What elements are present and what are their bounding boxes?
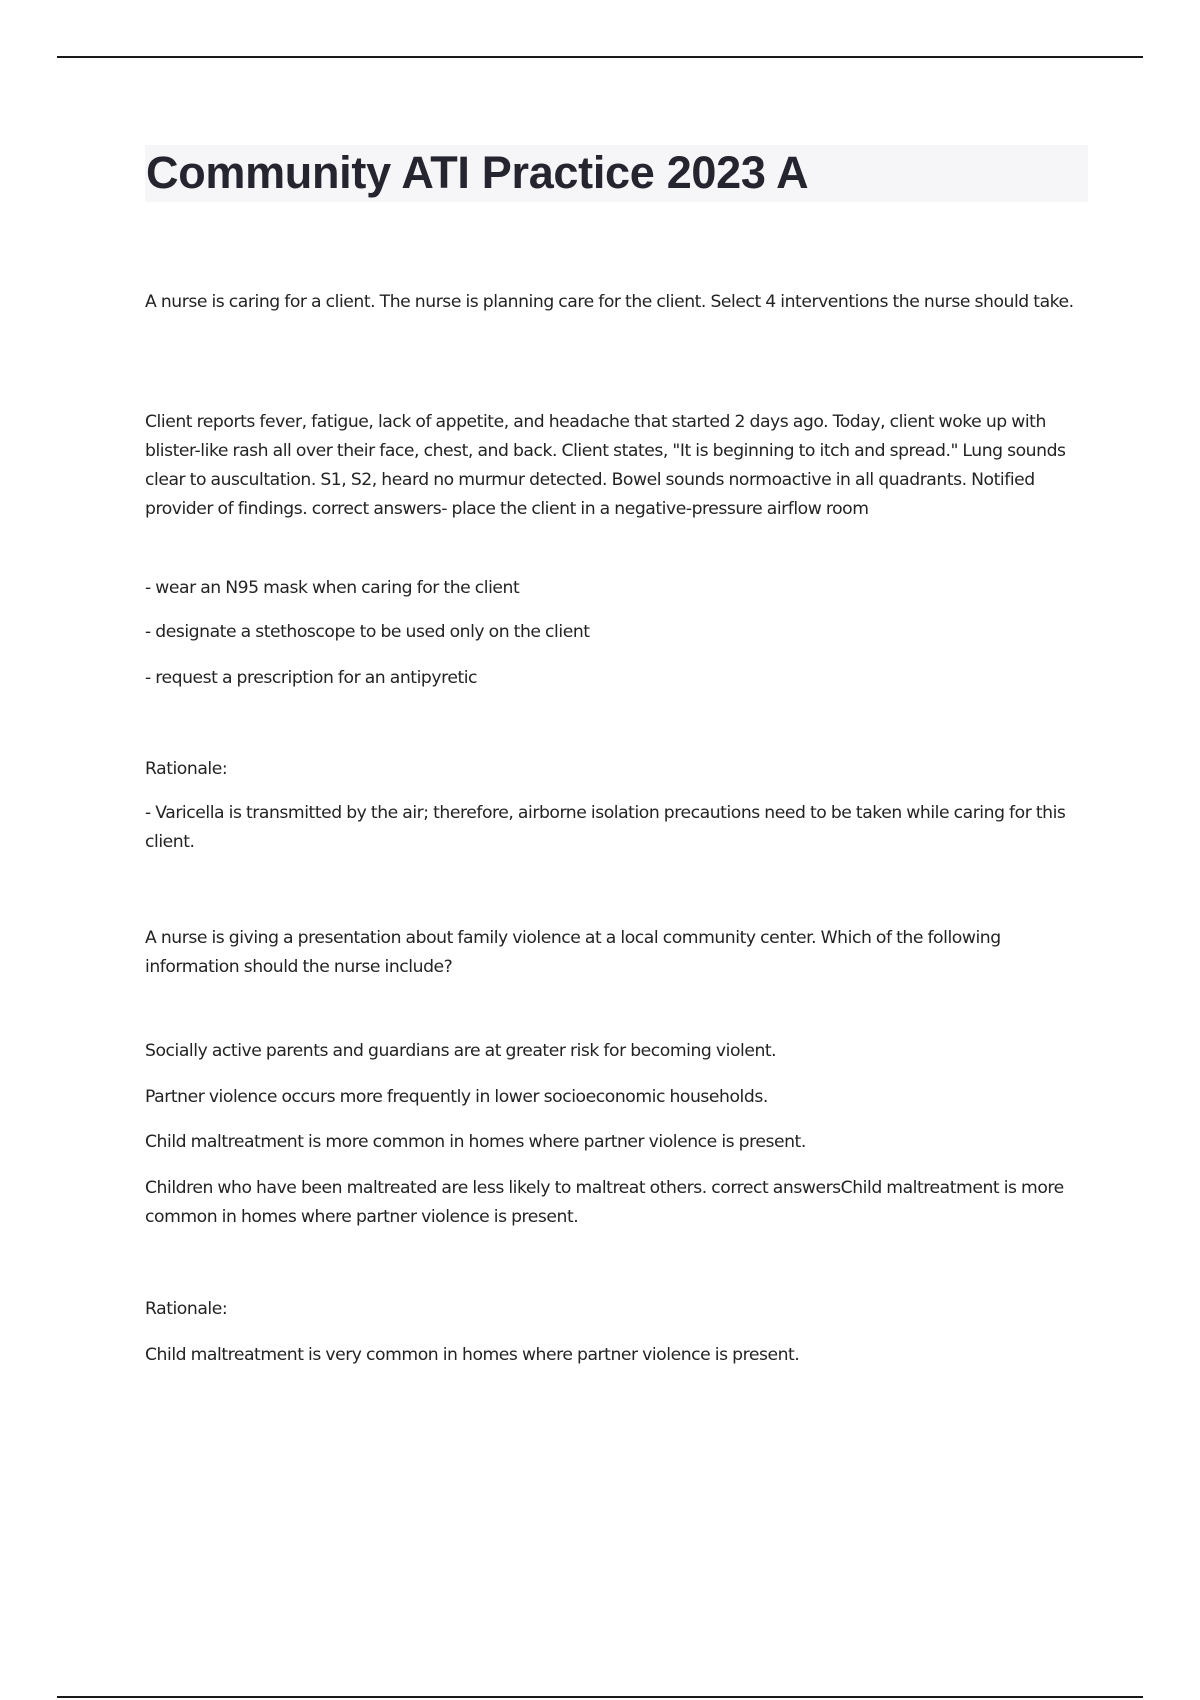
page-title: Community ATI Practice 2023 A [146,147,809,198]
question-2-rationale [145,1341,1090,1370]
answer-item: - request a prescription for an antipyretic [145,668,478,688]
option-item: Child maltreatment is more common in homes where partner violence is present. [145,1132,806,1152]
scenario-text: Client reports fever, fatigue, lack of appetite, and headache that started 2 days ago. Today, client woke up with blister-like rash all over their face, chest, and back. Client states, "It is beginning to itch and spread." Lung sounds clear to auscultation. S1, S2, heard no murmur detected. Bowel sounds normoactive in all quadrants. Notified provider of findings. correct answers- place the client in a negative-pressure airflow room [145,412,1066,519]
question-1-answer-1 [145,574,1090,603]
question-2-option-2 [145,1083,1090,1112]
question-1-answer-2 [145,618,1090,647]
question-2-option-1 [145,1037,1090,1066]
question-2-prompt [145,924,1090,982]
question-1-answer-3 [145,664,1090,693]
answer-item: - designate a stethoscope to be used only on the client [145,622,590,642]
header-rule [57,56,1143,58]
question-prompt: A nurse is giving a presentation about family violence at a local community center. Which of the following information should the nurse include? [145,928,1001,977]
rationale-text: - Varicella is transmitted by the air; therefore, airborne isolation precautions need to be taken while caring for this client. [145,803,1066,852]
rationale-label: Rationale: [145,1299,228,1319]
question-1-scenario [145,408,1090,524]
rationale-text: Child maltreatment is very common in homes where partner violence is present. [145,1345,800,1365]
option-item: Socially active parents and guardians are at greater risk for becoming violent. [145,1041,777,1061]
question-2-rationale-label [145,1295,1090,1324]
option-item: Children who have been maltreated are less likely to maltreat others. correct answersChild maltreatment is more common in homes where partner violence is present. [145,1178,1064,1227]
footer-rule [57,1696,1143,1698]
option-item: Partner violence occurs more frequently in lower socioeconomic households. [145,1087,768,1107]
question-1-rationale-label [145,755,1090,784]
question-2-option-4 [145,1174,1090,1232]
rationale-label: Rationale: [145,759,228,779]
question-2-option-3 [145,1128,1090,1157]
question-1-prompt [145,288,1090,317]
question-prompt: A nurse is caring for a client. The nurse is planning care for the client. Select 4 interventions the nurse should take. [145,292,1074,312]
question-1-rationale [145,799,1090,857]
answer-item: - wear an N95 mask when caring for the client [145,578,520,598]
